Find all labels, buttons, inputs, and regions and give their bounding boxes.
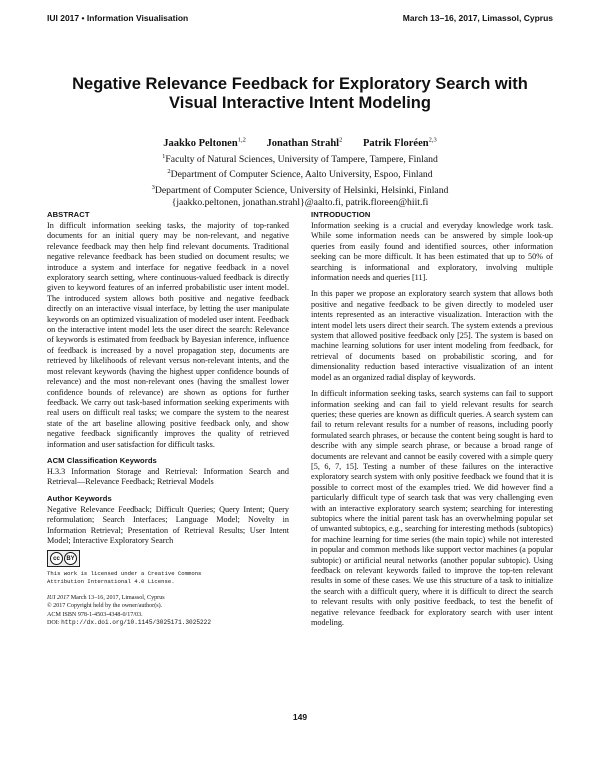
- author-3: Patrik Floréen$^{2,3}$: [362, 136, 437, 149]
- affiliation-2: $^2$Department of Computer Science, Aalto University, Espoo, Finland: [167, 168, 433, 181]
- intro-paragraph-2: In this paper we propose an exploratory search system that allows both positive and negative feedback to be given directly to modeled user intents represented as an interactive visualization. Interaction with the intent model lets users direct their search. The system extends a previous system that allowed positive feedback only [25]. The system is based on machine learning solutions for user intent modeling from feedback, for retrieval of documents based on probabilistic scoring, and for dimensionality reduction based interactive visualization of an intent model as an organized radial display of keywords.: [311, 289, 553, 382]
- intro-paragraph-3: In difficult information seeking tasks, search systems can fail to support information seeking and can fail to yield relevant results for search queries; these queries are known as difficult queries. A search system can fail to return relevant results for a number of reasons, including poorly formulated search phrases, or because the content being sought is hard to describe with any simple search phrase, or because a broad range of documents are relevant and cannot be easily covered with a simple query [5, 6, 7, 15]. Testing a number of these failures on the interactive exploratory search system with only positive feedback we found that it is possible to correct most of the examples tried. We did however find a particularly difficult type of search task that was very challenging even with an interactive exploratory search system; searching for interesting subtopics where the initial parent task has an overwhelming popular set of unwanted subtopics, e.g., searching for interesting methods (subtopics) for machine learning for time series (the main topic) while not interested in popular and common methods like support vector machines (a popular subtopic) or artificial neural networks (another popular subtopic). Using feedback on relevant keywords failed to improve the top-ten relevant results in some of these cases. We use this structure of a task to initialize the search with a difficult query, where it is difficult to direct the search to relevant results with only positive feedback, to test the benefit of negative relevance feedback for exploratory search with user intent modeling.: [311, 389, 553, 628]
- running-header-left: IUI 2017 • Information Visualisation: [47, 13, 189, 23]
- copyright-line: © 2017 Copyright held by the owner/author(s).: [47, 603, 163, 610]
- acm-classification-heading: ACM Classification Keywords: [47, 455, 157, 465]
- author-2: Jonathan Strahl$^2$: [266, 136, 343, 149]
- author-keywords-heading: Author Keywords: [47, 493, 112, 503]
- affiliation-3: $^3$Department of Computer Science, University of Helsinki, Helsinki, Finland: [151, 183, 449, 197]
- affiliations: [40, 151, 560, 210]
- isbn-line: ACM ISBN 978-1-4503-4348-0/17/03.: [47, 611, 143, 618]
- cc-icon: cc: [50, 552, 63, 565]
- author-list: [40, 136, 560, 149]
- page-number: 149: [292, 712, 308, 722]
- intro-paragraph-1: Information seeking is a crucial and everyday knowledge work task. While some information needs can be answered by simple look-up queries from easily found and identified sources, other information seeking can be more difficult. It has been estimated that up to 50% of searching is informational and exploratory, involving multiple information needs and queries [11].: [311, 221, 553, 283]
- paper-title: [40, 75, 560, 113]
- right-column: [311, 210, 553, 628]
- acm-classification-text: H.3.3 Information Storage and Retrieval: Information Search and Retrieval—Relevance Feedback; Retrieval Models: [47, 466, 289, 487]
- title-line-1: Negative Relevance Feedback for Exploratory Search with: [72, 75, 528, 93]
- title-line-2: Visual Interactive Intent Modeling: [169, 94, 431, 112]
- doi-link[interactable]: http://dx.doi.org/10.1145/3025171.3025222: [61, 618, 211, 626]
- abstract-heading: ABSTRACT: [47, 210, 90, 219]
- author-1: Jaakko Peltonen$^{1,2}$: [163, 136, 246, 149]
- license-block: [47, 550, 289, 567]
- author-keywords-text: Negative Relevance Feedback; Difficult Queries; Query Intent; Query reformulation; Search Interfaces; Language Model; Novelty in Information Retrieval; Presentation of Retrieval Results; User Intent Model; Interactive Exploratory Search: [47, 504, 289, 545]
- running-header-right: March 13–16, 2017, Limassol, Cyprus: [402, 13, 553, 23]
- by-icon: BY: [64, 552, 77, 565]
- author-emails: {jaakko.peltonen, jonathan.strahl}@aalto.fi, patrik.floreen@hiit.fi: [171, 197, 429, 209]
- conference-line: IUI 2017 March 13–16, 2017, Limassol, Cyprus: [47, 595, 165, 602]
- abstract-text: In difficult information seeking tasks, the majority of top-ranked documents for an initial query may be non-relevant, and negative relevance feedback may then help find relevant documents. Traditional negative relevance feedback has been studied on document results; we introduce a system and interface for negative feedback in a novel exploratory search setting, where continuous-valued feedback is directly given to keyword features of an inferred probabilistic user intent model. The introduced system allows both positive and negative feedback directly on an interactive visual interface, by letting the user manipulate keywords on an optimized visualization of modeled user intent. Feedback on the interactive intent model lets the user direct the search: Relevance of keywords is estimated from feedback by Bayesian inference, influence of feedback is increased by a novel propagation step, documents are retrieved by likelihoods of relevant versus non-relevant intents, and the most relevant keywords (having the highest upper confidence bounds of relevance) and the most non-relevant ones (having the smallest lower confidence bounds of relevance) are shown as options for further feedback. We carry out task-based information seeking experiments with real users on difficult real tasks; we compare the system to the nearest state of the art baseline allowing positive feedback only, and show negative feedback significantly improves the quality of retrieved information and user satisfaction for difficult tasks.: [47, 221, 289, 449]
- creative-commons-badge: [47, 550, 80, 567]
- left-column: [47, 210, 289, 627]
- doi-line: DOI: http://dx.doi.org/10.1145/3025171.3025222: [47, 618, 211, 626]
- license-text: This work is licensed under a Creative Commons Attribution International 4.0 License.: [47, 570, 202, 585]
- introduction-heading: INTRODUCTION: [311, 210, 371, 219]
- affiliation-1: $^1$Faculty of Natural Sciences, University of Tampere, Tampere, Finland: [162, 153, 438, 166]
- publication-info: [47, 594, 289, 627]
